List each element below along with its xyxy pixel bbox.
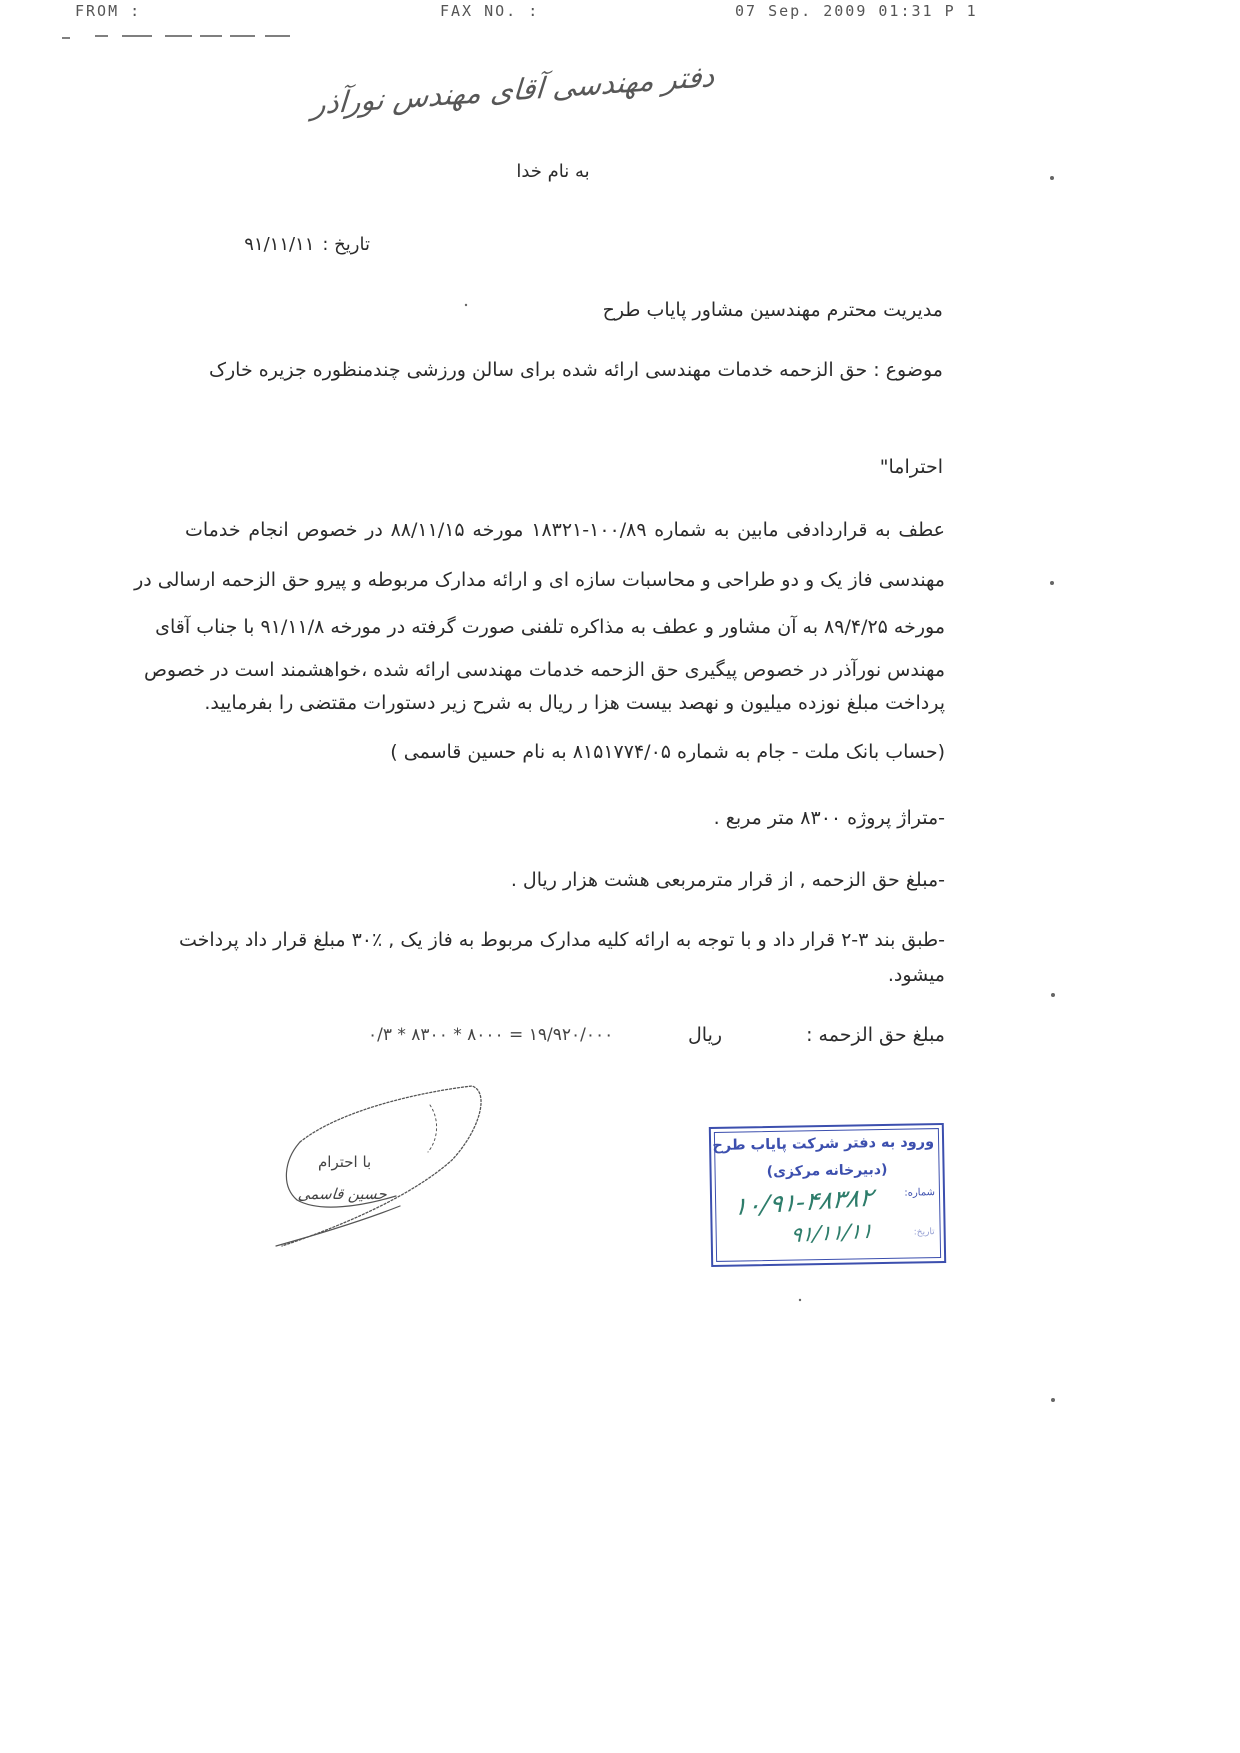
stamp-number-label: شماره: [904, 1187, 936, 1199]
clause-line: -طبق بند ۳-۲ قرار داد و با توجه به ارائه کلیه مدارک مربوط به فاز یک , ٪۳۰ مبلغ قرار داد پرداخت [178, 929, 945, 951]
fax-number-label: FAX NO. : [440, 2, 540, 20]
body-line: مهندس نورآذر در خصوص پیگیری حق الزحمه خدمات مهندسی ارائه شده ،خواهشمند است در خصوص [143, 659, 945, 681]
project-area-item: -متراژ پروژه ۸۳۰۰ متر مربع . [713, 807, 945, 829]
body-line: عطف به قراردادفی مابین به شماره ۱۰۰/۸۹-۱۸۳۲۱ مورخه ۸۸/۱۱/۱۵ در خصوص انجام خدمات [185, 519, 945, 541]
stamp-registration-number: ۱۰/۹۱-۴۸۳۸۲ [732, 1182, 875, 1222]
basmala-heading: به نام خدا [516, 161, 590, 182]
handwritten-addressee-note: دفتر مهندسی آقای مهندس نورآذر [311, 58, 717, 122]
fee-unit: ریال [688, 1024, 723, 1046]
date-label: تاریخ : [322, 234, 370, 255]
date-value: ۹۱/۱۱/۱۱ [244, 234, 315, 255]
closing-regards: با احترام [318, 1153, 372, 1171]
body-line: مهندسی فاز یک و دو طراحی و محاسبات سازه ای و ارائه مدارک مربوطه و پیرو حق الزحمه ارسالی در [134, 569, 945, 591]
stamp-date-label: تاریخ: [913, 1227, 935, 1238]
body-line: پرداخت مبلغ نوزده میلیون و نهصد بیست هزا ر ریال به شرح زیر دستورات مقتضی را بفرمایید. [204, 692, 945, 714]
subject-line: موضوع : حق الزحمه خدمات مهندسی ارائه شده برای سالن ورزشی چندمنظوره جزیره خارک [208, 359, 943, 381]
stamp-title: ورود به دفتر شرکت پایاب طرح [712, 1134, 935, 1154]
recipient-line: مدیریت محترم مهندسین مشاور پایاب طرح [602, 299, 943, 321]
body-line: مورخه ۸۹/۴/۲۵ به آن مشاور و عطف به مذاکره تلفنی صورت گرفته در مورخه ۹۱/۱۱/۸ با جناب آقای [155, 616, 945, 638]
fax-timestamp: 07 Sep. 2009 01:31 P 1 [735, 2, 978, 20]
stamp-registration-date: ۹۱/۱۱/۱۱ [788, 1218, 875, 1248]
fee-rate-item: -مبلغ حق الزحمه , از قرار مترمربعی هشت هزار ریال . [510, 869, 945, 891]
fax-from-label: FROM : [75, 2, 142, 20]
clause-line: میشود. [887, 964, 945, 986]
salutation: احتراما" [879, 456, 943, 478]
fax-underline-dashes [62, 36, 290, 38]
stamp-subtitle: (دبیرخانه مرکزی) [766, 1161, 888, 1181]
signature-stroke [276, 1086, 481, 1246]
fee-label: مبلغ حق الزحمه : [806, 1024, 945, 1046]
signer-name: حسین قاسمی [297, 1185, 388, 1203]
letter-date [244, 231, 370, 259]
receipt-stamp [709, 1123, 946, 1267]
fee-formula: ۰/۳ * ۸۳۰۰ * ۸۰۰۰ = ۱۹/۹۲۰/۰۰۰ [368, 1025, 614, 1045]
bank-account-line: (حساب بانک ملت - جام به شماره ۸۱۵۱۷۷۴/۰۵ به نام حسین قاسمی ) [390, 741, 945, 763]
